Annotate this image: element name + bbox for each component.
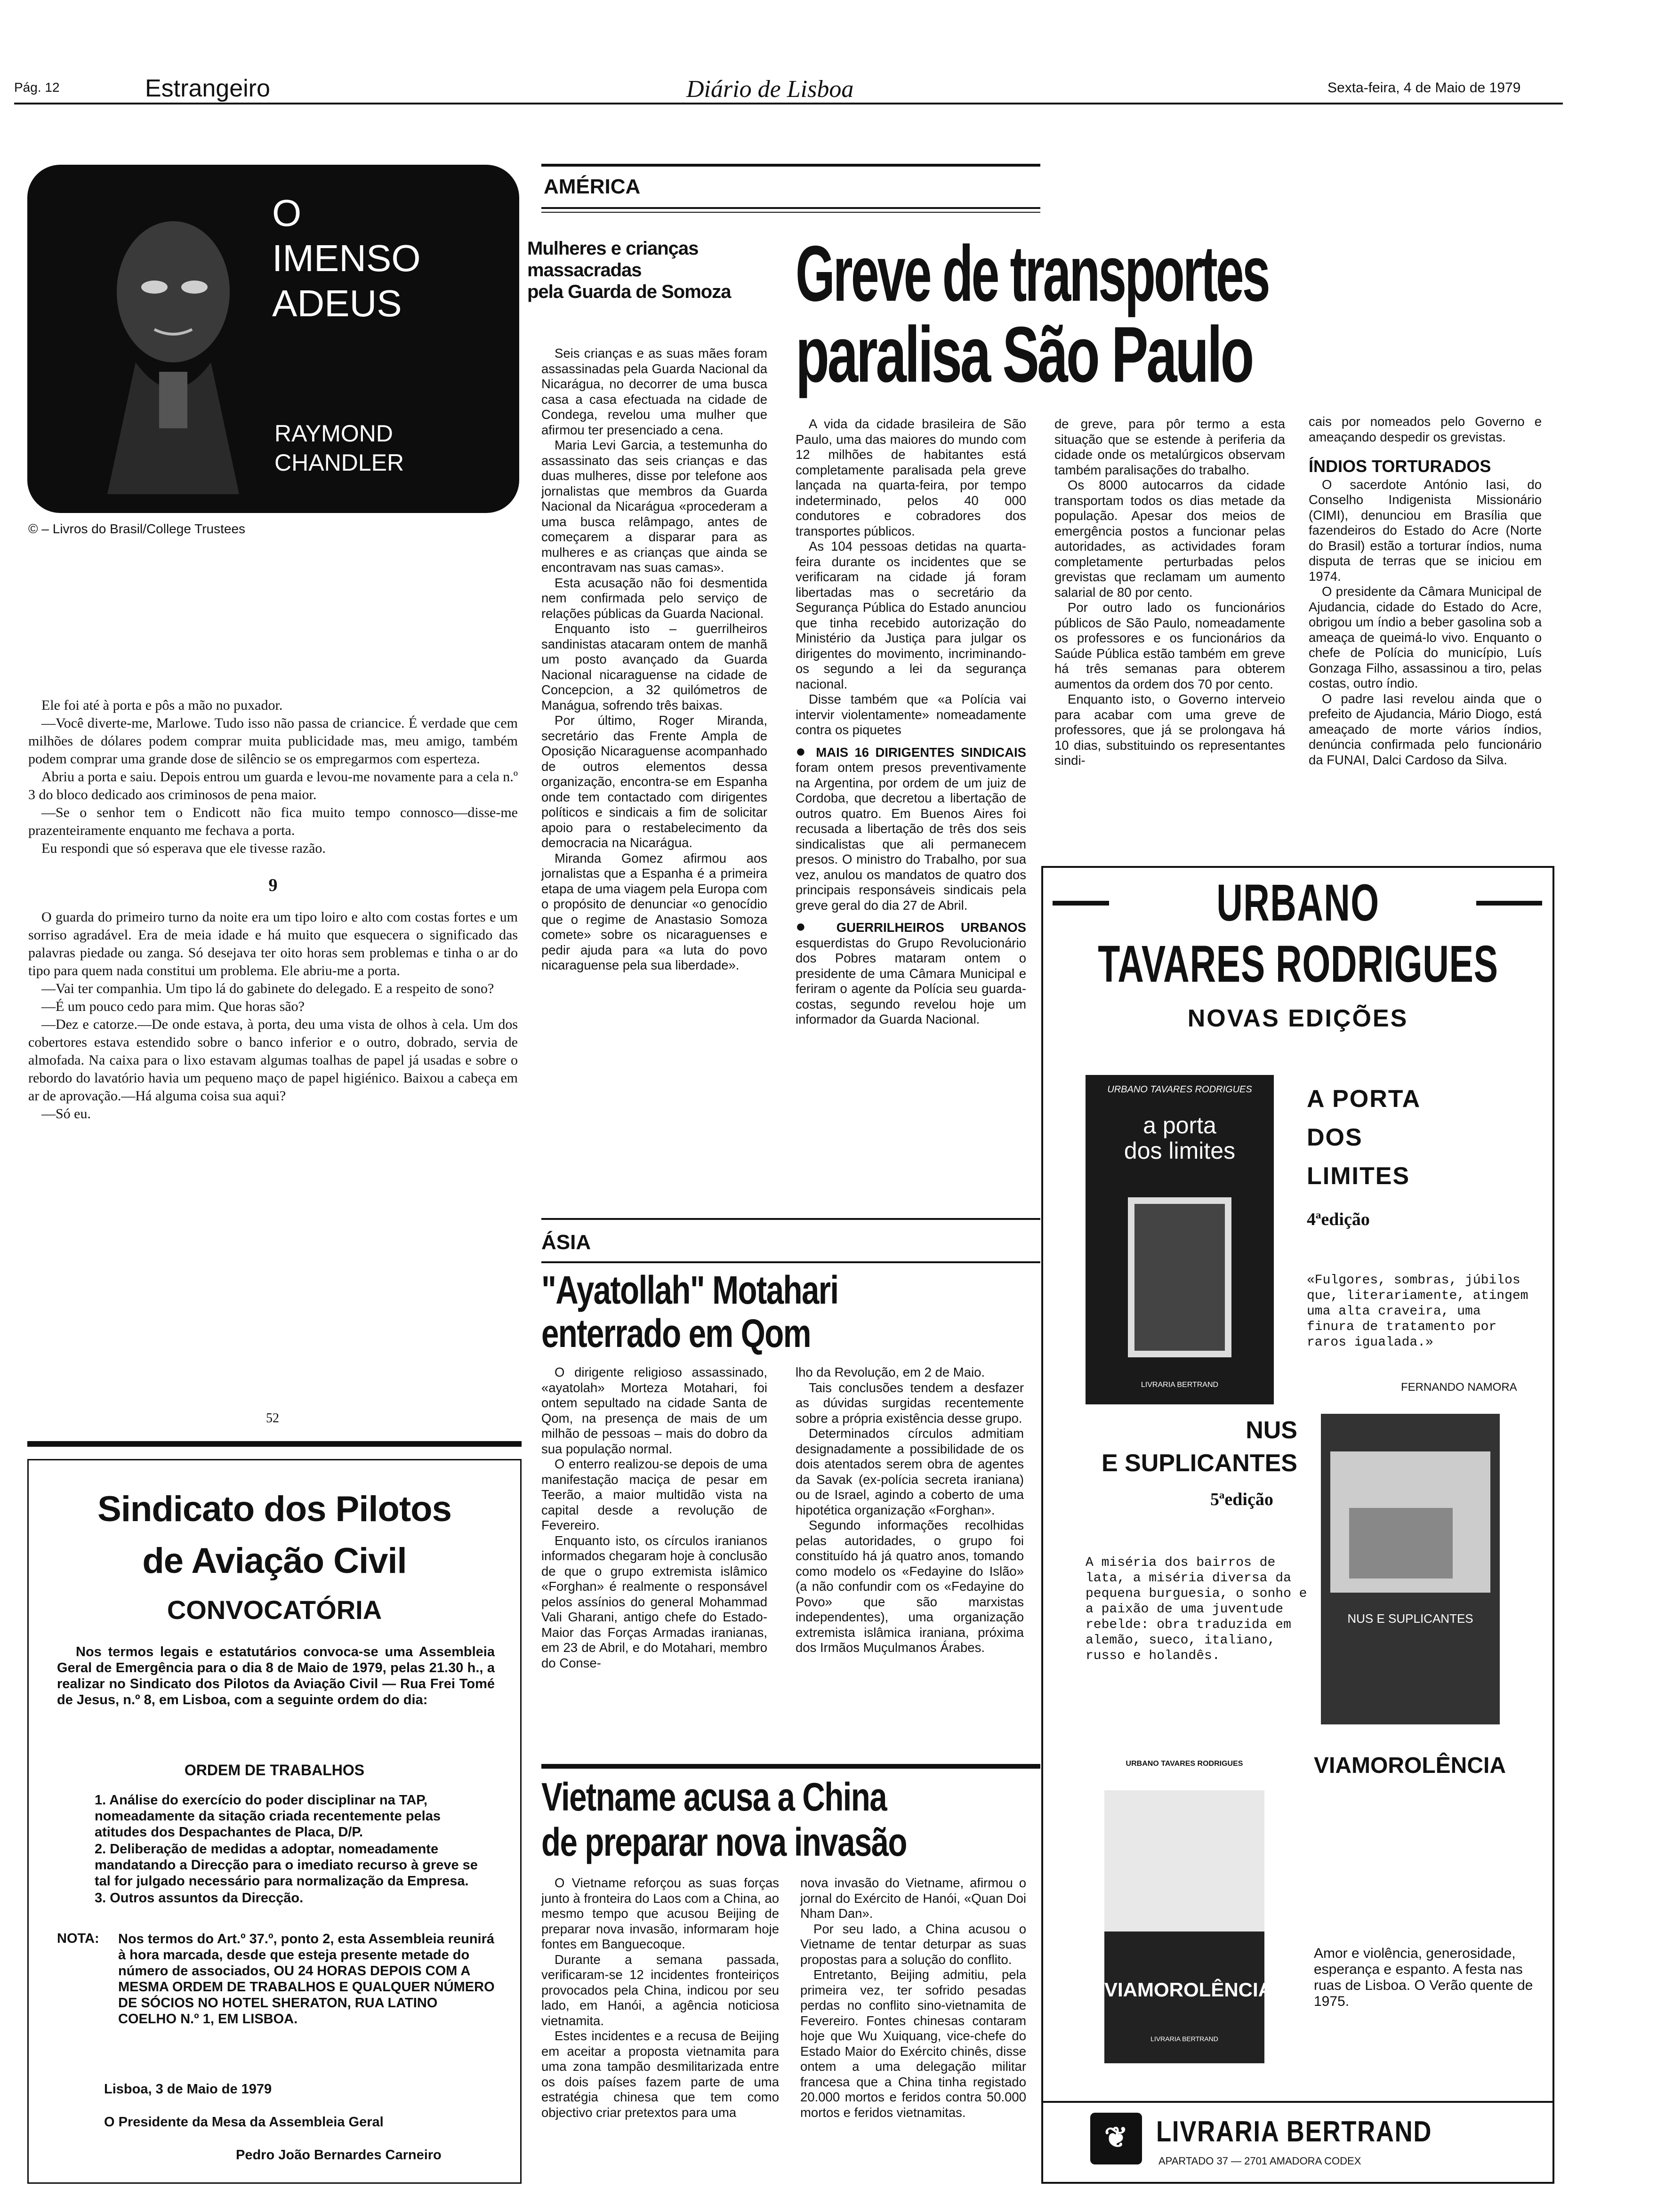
novel-text	[28, 697, 518, 1123]
article-paragraph: A vida da cidade brasileira de São Paulo, uma das maiores do mundo com 12 milhões de habitantes está completamente paralisada pela greve lançada na quarta-feira, por tempo indeterminado, pelos 40 000 condutores e cobradores dos transportes públicos.	[796, 417, 1026, 538]
book1-quote-author: FERNANDO NAMORA	[1401, 1381, 1517, 1394]
pilots-union-ad	[27, 1459, 522, 2184]
novel-author-2: CHANDLER	[274, 449, 404, 476]
ad-author-2	[1005, 935, 1590, 993]
episode-number: 52	[266, 1411, 279, 1426]
nicaragua-headline	[527, 238, 772, 303]
america-label: AMÉRICA	[544, 175, 641, 198]
nicaragua-head-1: Mulheres e crianças	[527, 238, 699, 259]
article-paragraph: Esta acusação não foi desmentida nem confirmada pelo serviço de relações públicas da Guarda Nacional.	[541, 575, 767, 621]
article-paragraph: As 104 pessoas detidas na quarta-feira durante os incidentes que se verificaram na cidade já foram libertadas mas o secretário da Segurança Pública do Estado anunciou que tinha recebido autorização do Ministério da Justiça para julgar os dirigentes do movimento, incriminando-os segundo a lei da segurança nacional.	[796, 539, 1026, 691]
novel-paragraph: O guarda do primeiro turno da noite era um tipo loiro e alto com costas fortes e um sorriso agradável. Era de meia idade e há muito que esquecera o significado das palavras piedade ou zanga. Só desejava ter oito horas sem problemas e tinha o ar do tipo para quem nada constitui um problema. Ele abriu-me a porta.	[28, 909, 518, 978]
bertrand-logo: ❦	[1090, 2113, 1142, 2164]
book1-cover	[1086, 1075, 1274, 1404]
article-paragraph: Por seu lado, a China acusou o Vietname de tentar deturpar as suas propostas para a solução do conflito.	[800, 1921, 1026, 1967]
page-number: Pág. 12	[14, 80, 60, 95]
asia-head-1: "Ayatollah" Motahari	[541, 1268, 838, 1312]
book2-cover-art-shade	[1349, 1508, 1453, 1579]
book1-title-1: A PORTA	[1307, 1085, 1421, 1113]
article-paragraph: Enquanto isto – guerrilheiros sandinistas atacaram ontem de manhã um posto avançado da Guarda Nacional nicaraguense na cidade de Concepcion, a 32 quilómetros de Manágua, sofrendo três baixas.	[541, 621, 767, 713]
book2-cover	[1321, 1414, 1500, 1724]
novel-title-3: ADEUS	[272, 282, 402, 324]
novel-paragraph: —É um pouco cedo para mim. Que horas são?	[41, 999, 305, 1014]
book1-quote: «Fulgores, sombras, júbilos que, literariamente, atingem uma alta craveira, uma finura de tratamento por raros igualada.»	[1307, 1273, 1528, 1350]
publisher-rule	[1043, 2101, 1552, 2103]
greve-col-3	[1309, 414, 1542, 768]
america-rule-2	[541, 212, 1040, 213]
novel-paragraph: Abriu a porta e saiu. Depois entrou um guarda e levou-me novamente para a cela n.º 3 do bloco dedicado aos criminosos de pena maior.	[28, 769, 518, 802]
novel-paragraph: —Vai ter companhia. Um tipo lá do gabinete do delegado. E a respeito de sono?	[41, 981, 494, 996]
asia-col-2	[796, 1365, 1024, 1656]
novel-banner	[27, 165, 519, 513]
article-paragraph: O presidente da Câmara Municipal de Ajudancia, cidade do Estado do Acre, obrigou um índio a beber gasolina sob a ameaça de queimá-lo vivo. Enquanto o chefe de Polícia do município, Luís Gonzaga Filho, assassinou a tiro, pelas costas, outro índio.	[1309, 584, 1542, 690]
novel-author-1: RAYMOND	[274, 420, 393, 447]
asia-headline	[541, 1268, 912, 1355]
header-rule	[14, 103, 1563, 104]
ad-author-1	[1043, 874, 1552, 932]
novel-credit: © – Livros do Brasil/College Trustees	[28, 521, 246, 536]
article-paragraph: nova invasão do Vietname, afirmou o jornal do Exército de Hanói, «Quan Doi Nham Dan».	[800, 1875, 1026, 1921]
signature-name: Pedro João Bernardes Carneiro	[236, 2148, 442, 2163]
book2-title-1: NUS	[1246, 1417, 1297, 1444]
article-paragraph: Estes incidentes e a recusa de Beijing em aceitar a proposta vietnamita para uma zona tampão desmilitarizada entre os dois países fazem parte de uma estratégia chinesa que tem como objectivo criar pretextos para uma	[541, 2028, 779, 2120]
vietnam-head-1: Vietname acusa a China	[541, 1775, 886, 1819]
article-paragraph: Disse também que «a Polícia vai intervir violentamente» nomeadamente contra os piquetes	[796, 692, 1026, 737]
chapter-number: 9	[268, 875, 278, 895]
article-paragraph: Durante a semana passada, verificaram-se 12 incidentes fronteiriços provocados pela China, indicou por seu lado, em Hanói, a agência noticiosa vietnamita.	[541, 1952, 779, 2028]
greve-col-1	[796, 417, 1026, 1027]
article-paragraph: lho da Revolução, em 2 de Maio.	[796, 1365, 985, 1379]
article-paragraph: O Vietname reforçou as suas forças junto à fronteira do Laos com a China, ao mesmo tempo que acusou Beijing de preparar nova invasão, informaram hoje fontes em Banguecoque.	[541, 1875, 779, 1951]
masthead: Diário de Lisboa	[686, 76, 854, 103]
asia-col-1	[541, 1365, 767, 1671]
nicaragua-head-3: pela Guarda de Somoza	[527, 281, 731, 302]
book2-title	[1043, 1414, 1297, 1480]
asia-rule-top	[541, 1218, 1040, 1220]
vietnam-headline	[541, 1774, 998, 1865]
greve-headline	[796, 229, 1535, 399]
book1-cover-publisher: LIVRARIA BERTRAND	[1141, 1381, 1219, 1389]
argentina-head: MAIS 16 DIRIGENTES SINDICAIS	[816, 745, 1026, 760]
book1-cover-title-1: a porta	[1143, 1112, 1216, 1138]
book3-cover-author: URBANO TAVARES RODRIGUES	[1126, 1760, 1243, 1768]
novel-paragraph: Eu respondi que só esperava que ele tivesse razão.	[41, 841, 326, 856]
book2-cover-title: NUS E SUPLICANTES	[1347, 1611, 1473, 1626]
author-portrait	[84, 193, 263, 494]
nota-text: Nos termos do Art.º 37.º, ponto 2, esta Assembleia reunirá à hora marcada, desde que esteja presente metade do número de associados, OU 24 HORAS DEPOIS COM A MESMA ORDEM DE TRABALHOS E QUALQUER NÚMERO DE SÓCIOS NO HOTEL SHERATON, RUA LATINO COELHO N.º 1, EM LISBOA.	[118, 1931, 495, 2027]
publisher-address: APARTADO 37 — 2701 AMADORA CODEX	[1158, 2155, 1361, 2167]
book3-cover	[1104, 1790, 1272, 2063]
pilots-intro: Nos termos legais e estatutários convoca-se uma Assembleia Geral de Emergência para o dia 8 de Maio de 1979, pelas 21.30 h., a realizar no Sindicato dos Pilotos da Aviação Civil — Rua Frei Tomé de Jesus, n.º 8, em Lisboa, com a seguinte ordem do dia:	[57, 1644, 495, 1707]
asia-rule	[541, 1261, 1040, 1263]
nota-label: NOTA:	[57, 1931, 99, 1946]
article-paragraph: Enquanto isto, o Governo interveio para acabar com uma greve de professores, que já se prolongava há 10 dias, substituindo os representantes sindi-	[1054, 692, 1285, 768]
vietnam-col-1	[541, 1875, 779, 2120]
article-paragraph: de greve, para pôr termo a esta situação que se estende à periferia da cidade onde os metalúrgicos observam também paralisações do trabalho.	[1054, 417, 1285, 477]
article-paragraph: Enquanto isto, os círculos iranianos informados chegaram hoje à conclusão de que o grupo extremista islâmico «Forghan» é realmente o responsável pelos assínios do general Mohammad Vali Gharani, antigo chefe do Estado-Maior das Forças Armadas iranianas, em 23 de Abril, e do Motahari, membro do Conse-	[541, 1533, 768, 1670]
publisher-name-text: LIVRARIA BERTRAND	[1156, 2116, 1432, 2148]
book2-desc: A miséria dos bairros de lata, a miséria diversa da pequena burguesia, o sonho e a paixão de uma juventude rebelde: obra traduzida em alemão, sueco, italiano, russo e holandês.	[1086, 1555, 1307, 1663]
ad-author-1-text: URBANO	[1216, 874, 1380, 932]
novel-title-1: O	[272, 192, 302, 234]
nicaragua-text	[541, 346, 767, 973]
article-paragraph: O padre Iasi revelou ainda que o prefeito de Ajudancia, Mário Diogo, está ameaçado de morte vários índios, denúncia confirmada pelo funcionário da FUNAI, Dalci Cardoso da Silva.	[1309, 691, 1542, 767]
article-paragraph: Entretanto, Beijing admitiu, pela primeira vez, ter sofrido pesadas perdas no conflito sino-vietnamita de Fevereiro. Fontes chinesas contaram hoje que Wu Xuiquang, vice-chefe do Estado Maior do Exército chinês, disse ontem a uma delegação militar francesa que a China tinha registado 20.000 mortos e feridos contra 50.000 mortos e feridos vietnamitas.	[800, 1967, 1026, 2120]
ad-subtitle: NOVAS EDIÇÕES	[1187, 1005, 1408, 1032]
book1-edition: 4ªedição	[1307, 1210, 1370, 1229]
pilots-title-1: Sindicato dos Pilotos	[97, 1489, 451, 1529]
article-paragraph: O enterro realizou-se depois de uma manifestação maciça de pesar em Teerão, a maior multidão vista na capital desde a revolução de Fevereiro.	[541, 1457, 767, 1532]
book3-title: VIAMOROLÊNCIA	[1314, 1753, 1506, 1778]
asia-head-2: enterrado em Qom	[541, 1311, 811, 1355]
novel-paragraph: —Dez e catorze.—De onde estava, à porta, deu uma vista de olhos à cela. Um dos cobertores estava estendido sobre o banco inferior e o outro, dobrado, servia de almofada. Na caixa para o lixo estavam algumas toalhas de papel já usadas e sobre o rebordo do lavatório havia um pequeno maço de papel higiénico. Baixou a cabeça em ar de aprovação.—Há alguma coisa sua aqui?	[28, 1017, 518, 1104]
america-rule-top	[541, 164, 1040, 167]
pilots-place-date: Lisboa, 3 de Maio de 1979	[104, 2082, 272, 2097]
header-date: Sexta-feira, 4 de Maio de 1979	[1327, 80, 1521, 96]
signature-title: O Presidente da Mesa da Assembleia Geral	[104, 2115, 384, 2130]
america-rule	[541, 207, 1040, 209]
guerrilheiros-head: GUERRILHEIROS URBANOS	[836, 920, 1027, 935]
book3-cover-sky	[1104, 1790, 1264, 1931]
agenda-item: 3. Outros assuntos da Direcção.	[95, 1891, 304, 1906]
book1-title-3: LIMITES	[1307, 1162, 1410, 1190]
book3-cover-publisher: LIVRARIA BERTRAND	[1150, 2035, 1218, 2043]
article-paragraph: Por último, Roger Miranda, secretário das Frente Ampla de Oposição Nicaraguense acompanhado de outros elementos dessa organização, encontra-se em Espanha onde tem contactado com dirigentes políticos e sindicais a fim de solicitar apoio para o restabelecimento da democracia na Nicarágua.	[541, 713, 767, 850]
argentina-text: foram ontem presos preventivamente na Argentina, por ordem de um juiz de Cordoba, que decretou a libertação de outros quatro. Em Buenos Aires foi recusada a libertação de três dos seis sindicalistas que ali permanecem presos. O ministro do Trabalho, por sua vez, anulou os mandatos de quatro dos principais responsáveis sindicais pela greve geral do dia 27 de Abril.	[796, 760, 1026, 913]
article-paragraph: Determinados círculos admitiam designadamente a possibilidade de os dois atentados serem obra de agentes da Savak (ex-polícia secreta iraniana) ou de Israel, agindo a coberto de uma hipotética organização «Forghan».	[796, 1426, 1024, 1517]
novel-paragraph: —Só eu.	[41, 1106, 91, 1122]
vietnam-head-2: de preparar nova invasão	[541, 1820, 907, 1864]
publisher-name	[1156, 2115, 1481, 2148]
book1-cover-author: URBANO TAVARES RODRIGUES	[1107, 1084, 1252, 1095]
novel-paragraph: —Você diverte-me, Marlowe. Tudo isso não passa de criancice. É verdade que cem milhões de dólares podem comprar muita publicidade mas, meu amigo, também podem comprar uma grande dose de silêncio se os empregarmos com esperteza.	[28, 715, 518, 767]
article-paragraph: O dirigente religioso assassinado, «ayatolah» Morteza Motahari, foi ontem sepultado na cidade Santa de Qom, na presença de mais de um milhão de pessoas – mais do dobro da sua população normal.	[541, 1365, 767, 1456]
novel-paragraph: Ele foi até à porta e pôs a mão no puxador.	[41, 697, 283, 713]
vietnam-col-2	[800, 1875, 1026, 2120]
novel-paragraph: —Se o senhor tem o Endicott não fica muito tempo connosco—disse-me prazenteiramente enquanto me fechava a porta.	[28, 805, 518, 838]
book3-desc: Amor e violência, generosidade, esperança e espanto. A festa nas ruas de Lisboa. O Verão quente de 1975.	[1314, 1946, 1533, 2009]
asia-label: ÁSIA	[541, 1231, 591, 1254]
guerrilheiros-item: ● GUERRILHEIROS URBANOS esquerdistas do Grupo Revolucionário dos Pobres mataram ontem o presidente de uma Câmara Municipal e feriram o agente da Polícia seu guarda-costas, segundo revelou hoje um informador da Guarda Nacional.	[796, 916, 1027, 1026]
greve-head-1: Greve de transportes	[796, 229, 1269, 318]
article-paragraph: Maria Levi Garcia, a testemunha do assassinato das seis crianças e das duas mulheres, disse por telefone aos jornalistas que membros da Guarda Nacional da Nicarágua «procederam a uma busca relâmpago, antes de começarem a disparar para as mulheres e as crianças que ainda se encontravam nas suas camas».	[541, 438, 767, 575]
book2-edition: 5ªedição	[1210, 1490, 1273, 1509]
argentina-item: ● MAIS 16 DIRIGENTES SINDICAIS foram ontem presos preventivamente na Argentina, por ordem de um juiz de Cordoba, que decretou a libertação de outros quatro. Em Buenos Aires foi recusada a libertação de três dos seis sindicalistas que ali permanecem presos. O ministro do Trabalho, por sua vez, anulou os mandatos de quatro dos principais responsáveis sindicais pela greve geral do dia 27 de Abril.	[796, 741, 1026, 913]
article-paragraph: Seis crianças e as suas mães foram assassinadas pela Guarda Nacional da Nicarágua, no decorrer de uma busca casa a casa efectuada na cidade de Condega, revelou uma mulher que afirmou ter presenciado a cena.	[541, 346, 767, 437]
pilots-subtitle: CONVOCATÓRIA	[167, 1595, 382, 1625]
guerrilheiros-text: esquerdistas do Grupo Revolucionário dos Pobres mataram ontem o presidente de uma Câmara Municipal e feriram o agente da Polícia seu guarda-costas, segundo revelou hoje um informador da Guarda Nacional.	[796, 935, 1026, 1026]
article-paragraph: O sacerdote António Iasi, do Conselho Indigenista Missionário (CIMI), denunciou em Brasília que fazendeiros do Estado do Acre (Norte do Brasil) estão a torturar índios, numa disputa de terras que se iniciou em 1974.	[1309, 477, 1542, 584]
agenda-title: ORDEM DE TRABALHOS	[184, 1762, 365, 1779]
book1-title-2: DOS	[1307, 1124, 1363, 1151]
book1-cover-title	[1086, 1113, 1274, 1163]
vietnam-rule	[541, 1764, 1040, 1769]
agenda-list	[95, 1792, 495, 1906]
book-ad	[1041, 866, 1554, 2184]
book1-cover-title-2: dos limites	[1124, 1138, 1236, 1164]
greve-col-2	[1054, 417, 1285, 769]
article-paragraph: Miranda Gomez afirmou aos jornalistas que a Espanha é a primeira etapa de uma viagem pela Europa com o propósito de denunciar «o genocídio que o regime de Anastasio Somoza comete» sobre os nicaraguenses e pedir ajuda para «a luta do povo nicaraguense pela sua liberdade».	[541, 850, 768, 972]
indios-head: ÍNDIOS TORTURADOS	[1309, 457, 1491, 476]
greve-head-2: paralisa São Paulo	[796, 310, 1253, 399]
pilots-title-2: de Aviação Civil	[142, 1541, 407, 1581]
article-paragraph: Os 8000 autocarros da cidade transportam todos os dias metade da população. Apesar dos meios de emergência postos a funcionar pelas autoridades, as actividades foram completamente perturbadas pelos grevistas que reclamam um aumento salarial de 80 por cento.	[1054, 478, 1285, 600]
section-label: Estrangeiro	[145, 75, 270, 102]
book3-cover-title: VIAMOROLÊNCIA	[1104, 1979, 1272, 2001]
agenda-item: 1. Análise do exercício do poder disciplinar na TAP, nomeadamente da sitação criada recentemente pelas atitudes dos Despachantes de Placa, D/P.	[95, 1793, 441, 1840]
novel-rule	[27, 1441, 522, 1447]
article-paragraph: cais por nomeados pelo Governo e ameaçando despedir os grevistas.	[1309, 414, 1542, 444]
article-paragraph: Por outro lado os funcionários públicos de São Paulo, nomeadamente os professores e os funcionários da Saúde Pública estão também em greve há três semanas para obterem aumentos da ordem dos 70 por cento.	[1054, 600, 1285, 691]
article-paragraph: Tais conclusões tendem a desfazer as dúvidas surgidas recentemente sobre a própria existência desse grupo.	[796, 1380, 1024, 1426]
door-illustration	[1128, 1197, 1231, 1357]
agenda-item: 2. Deliberação de medidas a adoptar, nomeadamente mandatando a Direcção para o imediato recurso à greve se tal for julgado necessário para normalização da Empresa.	[95, 1842, 478, 1889]
novel-title-2: IMENSO	[272, 237, 421, 279]
nicaragua-head-2: massacradas	[527, 260, 642, 281]
article-paragraph: Segundo informações recolhidas pelas autoridades, o grupo foi constituído há já quatro anos, tomando como modelo os «Fedayine do Islão» (a não confundir com os «Fedayine do Povo» que são marxistas independentes), uma organização extremista islâmica iraniana, próxima dos Irmãos Muçulmanos Árabes.	[796, 1518, 1024, 1655]
book1-title	[1307, 1080, 1421, 1195]
book2-title-2: E SUPLICANTES	[1101, 1450, 1297, 1477]
ad-author-2-text: TAVARES RODRIGUES	[1097, 935, 1498, 993]
